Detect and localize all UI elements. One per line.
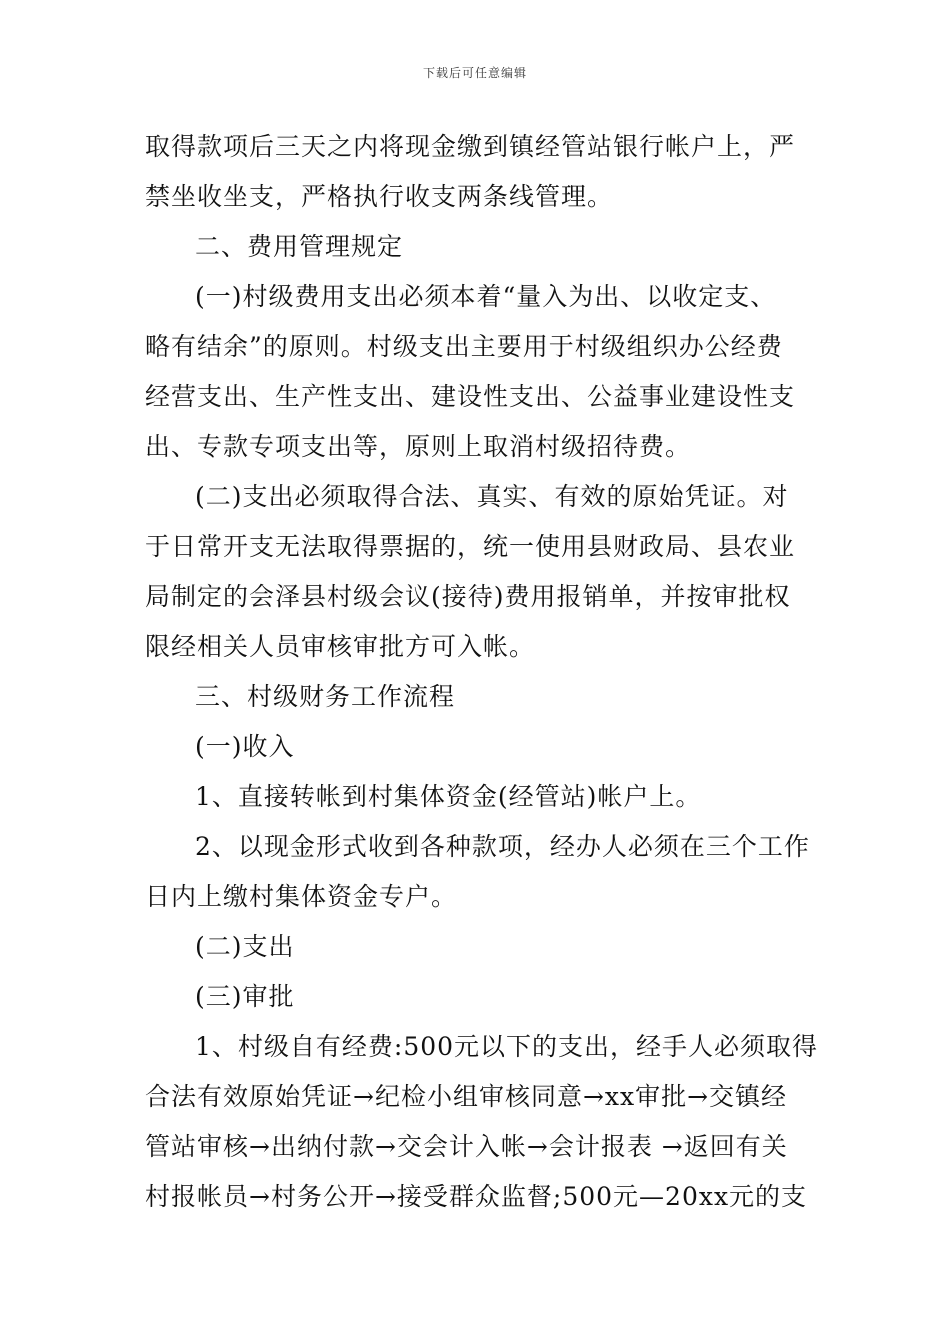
section-heading: 二、费用管理规定 bbox=[195, 232, 404, 261]
text-line: 管站审核→出纳付款→交会计入帐→会计报表 →返回有关 bbox=[145, 1132, 788, 1161]
text-line: 局制定的会泽县村级会议(接待)费用报销单，并按审批权 bbox=[145, 582, 791, 611]
text-line: 2、以现金形式收到各种款项，经办人必须在三个工作 bbox=[195, 832, 810, 861]
subsection-heading: (一)收入 bbox=[195, 732, 295, 761]
text-line: 出、专款专项支出等，原则上取消村级招待费。 bbox=[145, 432, 692, 461]
text-line: (二)支出必须取得合法、真实、有效的原始凭证。对 bbox=[195, 482, 789, 511]
text-line: 1、直接转帐到村集体资金(经管站)帐户上。 bbox=[195, 782, 702, 811]
section-heading: 三、村级财务工作流程 bbox=[195, 682, 456, 711]
text-line: 取得款项后三天之内将现金缴到镇经管站银行帐户上，严 bbox=[145, 132, 796, 161]
text-line: 1、村级自有经费:500元以下的支出，经手人必须取得 bbox=[195, 1032, 819, 1061]
subsection-heading: (三)审批 bbox=[195, 982, 295, 1011]
text-line: 经营支出、生产性支出、建设性支出、公益事业建设性支 bbox=[145, 382, 796, 411]
text-line: 略有结余”的原则。村级支出主要用于村级组织办公经费 bbox=[145, 332, 783, 361]
page-header: 下载后可任意编辑 bbox=[422, 66, 527, 80]
text-line: (一)村级费用支出必须本着“量入为出、以收定支、 bbox=[195, 282, 777, 311]
text-line: 于日常开支无法取得票据的，统一使用县财政局、县农业 bbox=[145, 532, 796, 561]
text-line: 限经相关人员审核审批方可入帐。 bbox=[145, 632, 536, 661]
text-line: 禁坐收坐支，严格执行收支两条线管理。 bbox=[145, 182, 614, 211]
text-line: 合法有效原始凭证→纪检小组审核同意→xx审批→交镇经 bbox=[145, 1082, 788, 1111]
text-line: 日内上缴村集体资金专户。 bbox=[145, 882, 458, 911]
text-line: 村报帐员→村务公开→接受群众监督;500元—20xx元的支 bbox=[145, 1182, 808, 1211]
document-body bbox=[145, 128, 819, 1228]
subsection-heading: (二)支出 bbox=[195, 932, 295, 961]
